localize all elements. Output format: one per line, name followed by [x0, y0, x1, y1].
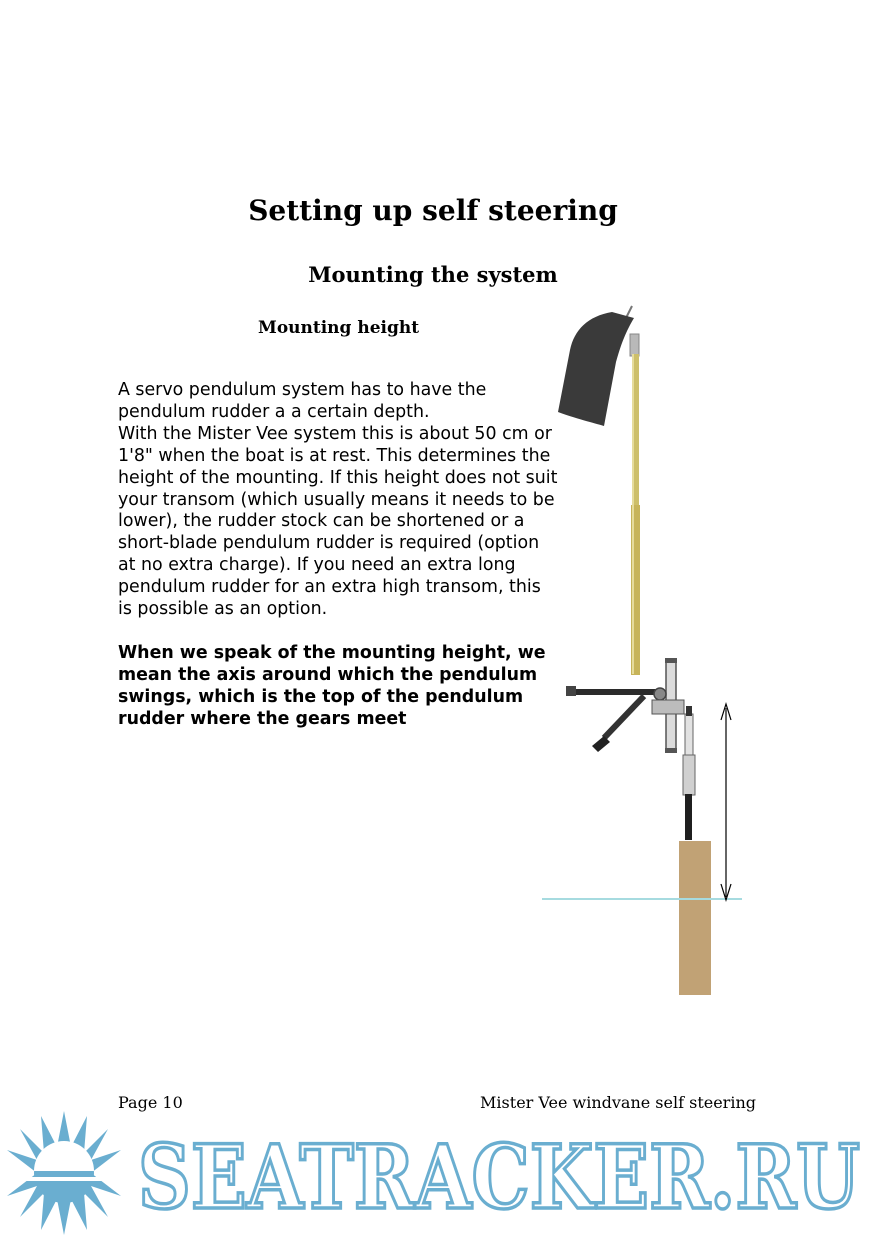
paragraph-emphasis: When we speak of the mounting height, we mean the axis around which the pendulum swings, which is the top of the pendulum rudder where the gears meet [118, 642, 546, 729]
footer-page-number: Page 10 [118, 1093, 183, 1112]
page-title: Setting up self steering [248, 194, 618, 227]
section-title: Mounting the system [308, 262, 558, 287]
mounting-frame [566, 658, 684, 753]
subsection-title: Mounting height [258, 318, 420, 338]
paragraph-mounting-height: With the Mister Vee system this is about 50 cm or 1'8" when the boat is at rest. This determines the height of the mounting. If this height does not suit your transom (which usually means it needs to be lower), the rudder stock can be shortened or a short-blade pendulum rudder is required (option at no extra charge). If you need an extra long pendulum rudder for an extra high transom, this is possible as an option. [118, 423, 558, 620]
mounting-height-arrow [721, 704, 731, 900]
watermark-text: SEATRACKER.RU [138, 1125, 860, 1229]
rudder-stock [683, 706, 695, 840]
wind-vane-blade [558, 306, 639, 426]
vane-shaft [631, 354, 640, 675]
windvane-mounting-diagram [540, 300, 770, 1000]
paragraph-depth: A servo pendulum system has to have the pendulum rudder a a certain depth. [118, 380, 487, 422]
seatracker-watermark [0, 1105, 874, 1240]
footer-document-name: Mister Vee windvane self steering [480, 1093, 756, 1112]
body-text [118, 380, 558, 730]
sun-logo-icon [7, 1111, 121, 1235]
pendulum-rudder-blade [679, 841, 711, 995]
